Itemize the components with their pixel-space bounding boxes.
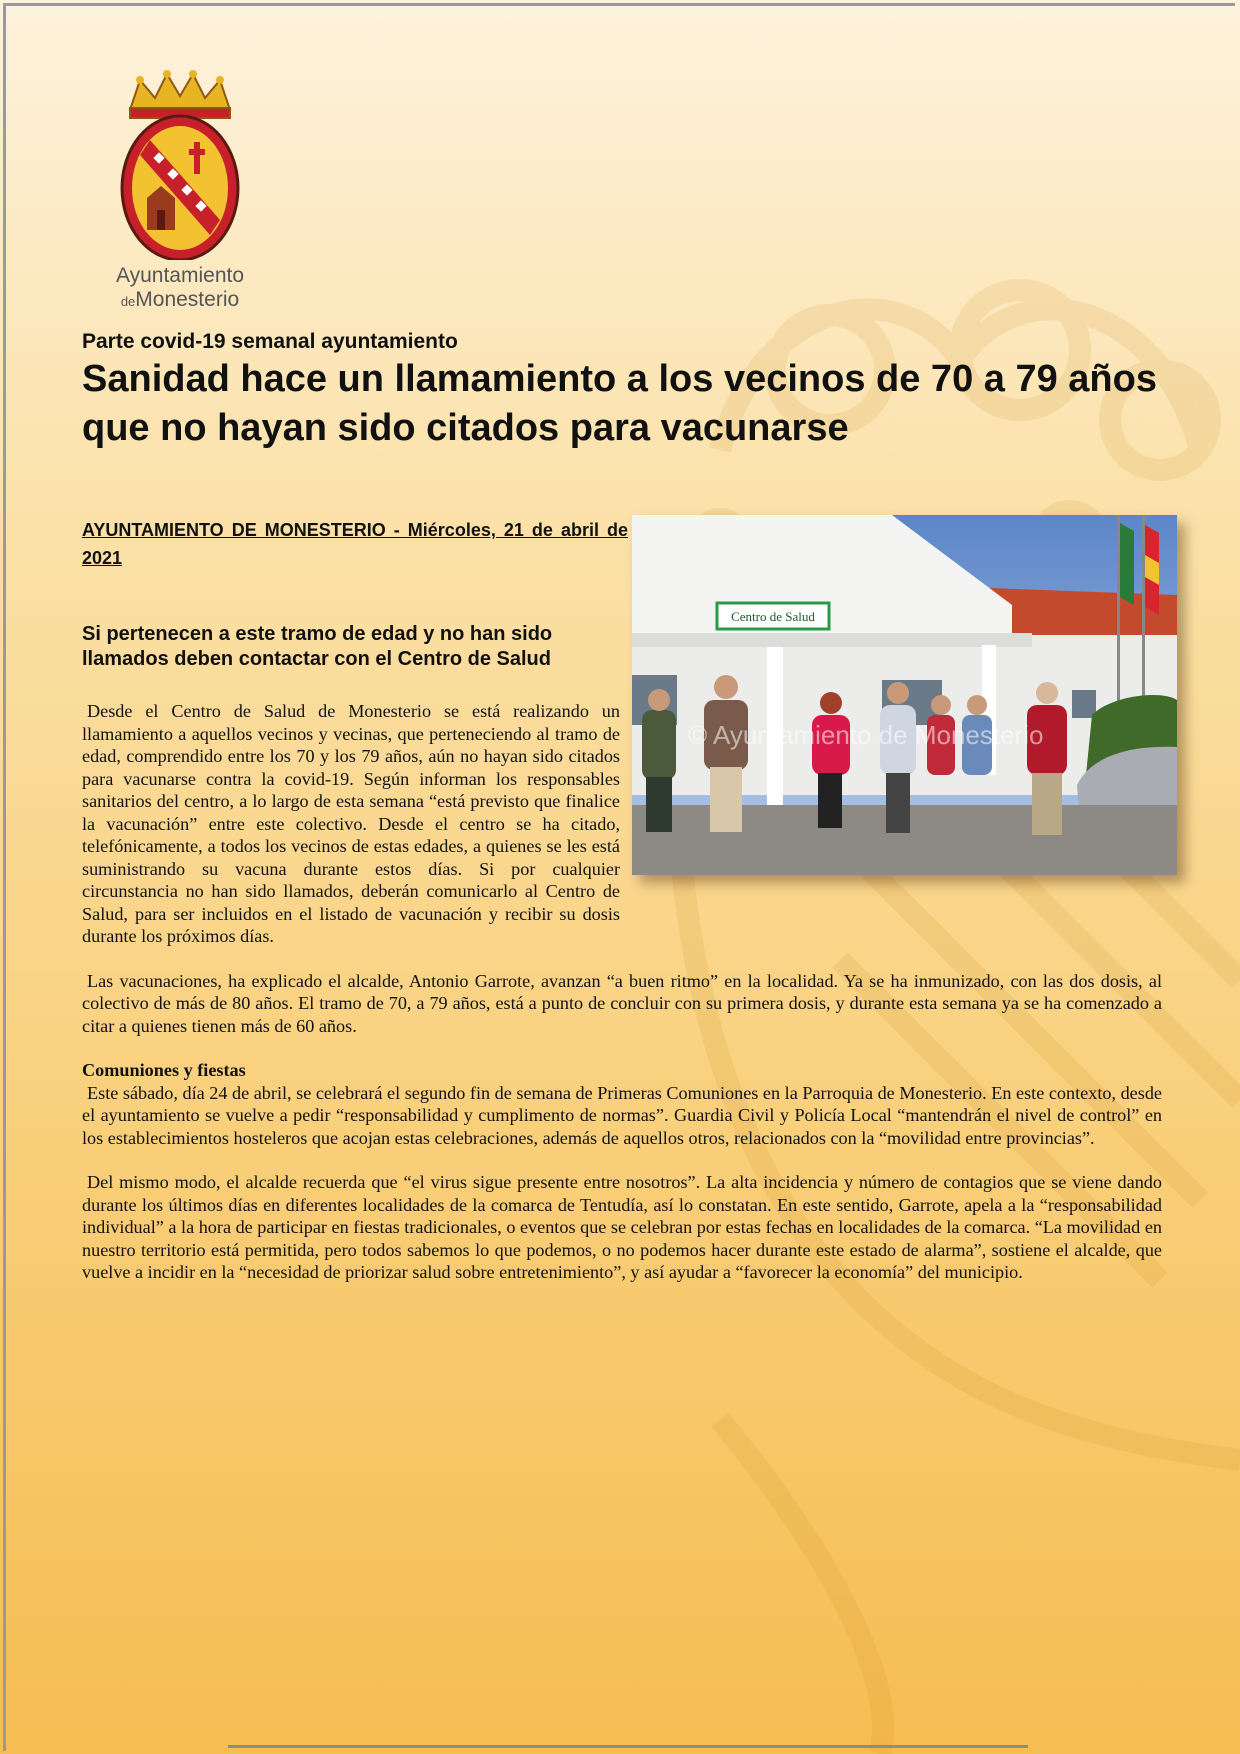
paragraph-1: Desde el Centro de Salud de Monesterio se está realizando un llamamiento a aquellos vecinos y vecinas, que perteneciendo al tramo de edad, comprendido entre los 70 y los 79 años, aún no hayan sido citados para vacunarse contra la covid-19. Según informan los responsables sanitarios del centro, a lo largo de esta semana “está previsto que finalice la vacunación” entre este colectivo. Desde el centro se ha citado, telefónicamente, a todos los vecinos de estas edades, a quienes se les está suministrando su vacuna durante estos días. Si por cualquier circunstancia no han sido llamados, deberán comunicarlo al Centro de Salud, para ser incluidos en el listado de vacunación y recibir su dosis durante los próximos días.: [82, 701, 620, 946]
footer-divider: [228, 1745, 1028, 1748]
dateline: AYUNTAMIENTO DE MONESTERIO - Miércoles, 21 de abril de 2021: [82, 520, 628, 568]
paragraph-3: Este sábado, día 24 de abril, se celebrará el segundo fin de semana de Primeras Comuniones en la Parroquia de Monesterio. En este contexto, desde el ayuntamiento se vuelve a pedir “responsabilidad y cumplimento de normas”. Guardia Civil y Policía Local “mantendrán el nivel de control” en los establecimientos hosteleros que acojan estas celebraciones, además de aquellos otros, relacionados con la “movilidad entre provincias”.: [82, 1082, 1162, 1148]
coat-of-arms-icon: [115, 70, 245, 260]
headline: Sanidad hace un llamamiento a los vecinos de 70 a 79 años que no hayan sido citados para vacunarse: [82, 358, 1157, 449]
kicker: Parte covid-19 semanal ayuntamiento: [82, 330, 458, 353]
article-body: [82, 700, 1162, 1284]
photo-sign: Centro de Salud: [731, 609, 815, 624]
photo-watermark: © Ayuntamiento de Monesterio: [688, 720, 1044, 750]
subhead: Si pertenecen a este tramo de edad y no han sido llamados deben contactar con el Centro de Salud: [82, 623, 553, 670]
paragraph-2: Las vacunaciones, ha explicado el alcalde, Antonio Garrote, avanzan “a buen ritmo” en la localidad. Ya se ha inmunizado, con las dos dosis, al colectivo de más de 80 años. El tramo de 70, a 79 años, está a punto de concluir con su primera dosis, y durante esta semana ya se ha comenzado a citar a quienes tienen más de 60 años.: [82, 970, 1162, 1036]
municipality-logo: [100, 70, 260, 320]
paragraph-4: Del mismo modo, el alcalde recuerda que “el virus sigue presente entre nosotros”. La alta incidencia y número de contagios que se viene dando durante los últimos días en diferentes localidades de la comarca de Tentudía, así lo constatan. En este sentido, Garrote, apela a la “responsabilidad individual” a la hora de participar en fiestas tradicionales, o eventos que se celebran por estas fechas en localidades de la comarca. “La movilidad en nuestro territorio está permitida, pero todos sabemos lo que podemos, o no podemos hacer durante este estado de alarma”, sostiene el alcalde, que vuelve a incidir en la “necesidad de priorizar salud sobre entretenimiento”, y así ayudar a “favorecer la economía” del municipio.: [82, 1172, 1162, 1282]
logo-line-2: Monesterio: [135, 288, 240, 311]
logo-line-1: Ayuntamiento: [115, 264, 245, 287]
logo-line-2-prefix: de: [120, 294, 136, 309]
section-title: Comuniones y fiestas: [82, 1060, 246, 1080]
